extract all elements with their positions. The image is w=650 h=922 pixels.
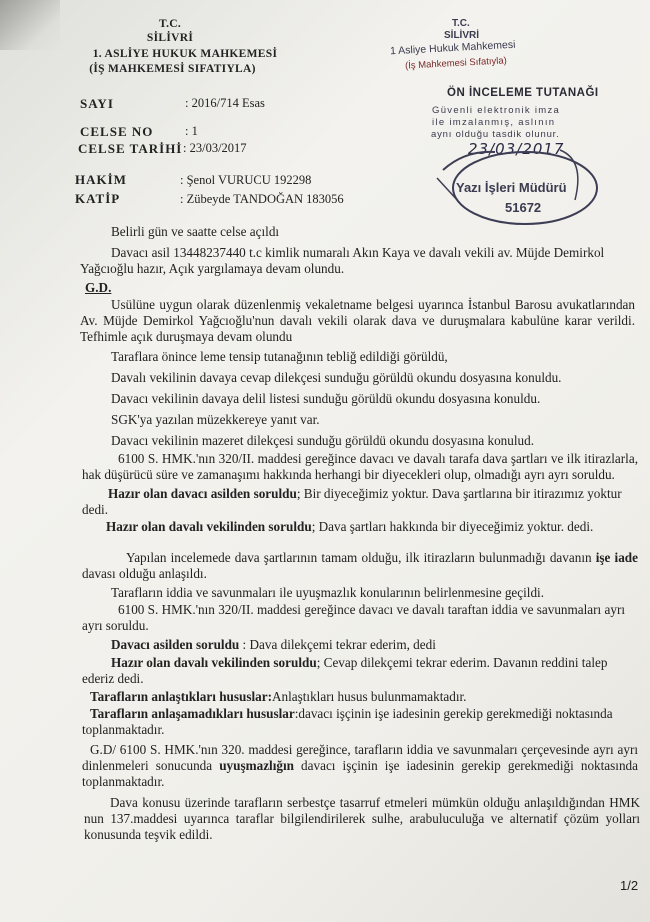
review-text-a: Yapılan incelemede dava şartlarının tamam olduğu, ilk itirazların bulunmadığı davanın xyxy=(126,550,596,565)
dispute-keyword: uyuşmazlığın xyxy=(219,758,294,773)
plaintiff-claim-question: Davacı asilden soruldu xyxy=(111,637,240,652)
paragraph-sgk: SGK'ya yazılan müzekkereye yanıt var. xyxy=(111,412,320,427)
stamp-court: 1 Asliye Hukuk Mahkemesi xyxy=(389,38,516,58)
page-shadow xyxy=(0,0,60,50)
paragraph-power-of-attorney: Usülüne uygun olarak düzenlenmiş vekaletname belgesi uyarınca İstanbul Barosu avukatlarından Av. Müjde Demirkol Yağcıoğlu'nun davalı vekili olarak dava ve duruşmalara kabulüne karar verildi. Tefhimle açık duruşmaya devam olundu xyxy=(80,297,635,344)
stamp-date: 23/03/2017 xyxy=(468,140,565,158)
celse-tarihi-value: : 23/03/2017 xyxy=(183,141,247,155)
stamp-city: SİLİVRİ xyxy=(444,30,480,41)
plaintiff-claim-answer: : Dava dilekçemi tekrar ederim, dedi xyxy=(239,637,436,652)
paragraph-opening: Belirli gün ve saatte celse açıldı xyxy=(111,224,280,239)
stamp-line1: Güvenli elektronik imza xyxy=(432,105,561,116)
paragraph-tensip: Taraflara önince leme tensip tutanağının tebliğ edildiği görüldü, xyxy=(111,349,448,364)
celse-tarihi-label: CELSE TARİHİ xyxy=(78,141,183,156)
agreed-value: Anlaştıkları husus bulunmamaktadır. xyxy=(271,689,467,704)
stamp-capacity: (İş Mahkemesi Sıfatıyla) xyxy=(404,55,508,72)
sayi-value: : 2016/714 Esas xyxy=(185,96,265,110)
page-number: 1/2 xyxy=(620,878,639,893)
paragraph-evidence: Davacı vekilinin davaya delil listesi sunduğu görüldü okundu dosyasına konuldu. xyxy=(111,391,541,406)
header-court: 1. ASLİYE HUKUK MAHKEMESİ xyxy=(92,48,278,60)
paragraph-review xyxy=(82,550,638,582)
katip-value: : Zübeyde TANDOĞAN 183056 xyxy=(180,192,344,206)
plaintiff-answer: ; Bir diyeceğimiz yoktur. Dava şartlarına bir itirazımız yoktur dedi. xyxy=(82,486,622,517)
hakim-label: HAKİM xyxy=(75,172,127,187)
paragraph-plaintiff-claim xyxy=(111,637,436,653)
paragraph-plaintiff-answer xyxy=(82,486,638,518)
paragraph-claims: Tarafların iddia ve savunmaları ile uyuşmazlık konularının belirlenmesine geçildi. xyxy=(111,585,545,600)
defendant-claim-question: Hazır olan davalı vekilinden soruldu xyxy=(111,655,317,670)
gd-heading: G.D. xyxy=(85,280,112,295)
stamp-line2: ile imzalanmış, aslının xyxy=(432,117,556,128)
defendant-question: Hazır olan davalı vekilinden soruldu xyxy=(106,519,312,534)
celse-no-label: CELSE NO xyxy=(80,124,154,139)
paragraph-excuse: Davacı vekilinin mazeret dilekçesi sunduğu görüldü okundu dosyasına konulud. xyxy=(111,433,535,448)
disagreed-label: Tarafların anlaşamadıkları hususlar xyxy=(90,706,295,721)
dispute-text-b: davacı işçinin işe iadesinin gerekip gerekmediği noktasında toplanmaktadır. xyxy=(82,758,638,789)
paragraph-hmk-320-1: 6100 S. HMK.'nın 320/II. maddesi gereğince davacı ve davalı tarafa dava şartları ve ilk itirazlarla, hak düşürücü süre ve zamanaşımı hakkında herhangi bir diyecekleri olup, olmadığı ayrı ayrı soruldu. xyxy=(82,451,638,482)
paragraph-defendant-answer xyxy=(82,519,638,535)
plaintiff-question: Hazır olan davacı asilden soruldu xyxy=(108,486,297,501)
stamp-office: Yazı İşleri Müdürü xyxy=(456,180,567,195)
defendant-answer: ; Dava şartları hakkında bir diyeceğimiz yoktur. dedi. xyxy=(311,519,594,534)
stamp-title: ÖN İNCELEME TUTANAĞI xyxy=(447,87,599,99)
paragraph-defendant-claim xyxy=(82,655,638,687)
stamp-number: 51672 xyxy=(505,200,542,215)
dispute-text-a: G.D/ 6100 S. HMK.'nın 320. maddesi gereğince, tarafların iddia ve savunmaları çerçevesinde ayrı ayrı dinlenmeleri sonucunda xyxy=(82,742,638,773)
stamp-line3: aynı olduğu tasdik olunur. xyxy=(431,129,560,140)
review-case-type: işe iade xyxy=(595,550,638,565)
header-capacity: (İŞ MAHKEMESİ SIFATIYLA) xyxy=(89,63,256,75)
paragraph-dispute xyxy=(82,742,638,790)
paragraph-settlement: Dava konusu üzerinde tarafların serbestçe tasarruf etmeleri mümkün olduğu anlaşıldığından HMK nun 137.maddesi uyarınca taraflar bilgilendirilerek sulhe, arabuluculuğa ve alternatif çözüm yolları konusunda teşvik edildi. xyxy=(84,795,640,842)
review-text-b: davası olduğu anlaşıldı. xyxy=(82,566,207,581)
header-tc: T.C. xyxy=(158,18,182,30)
katip-label: KATİP xyxy=(75,191,121,206)
hakim-value: : Şenol VURUCU 192298 xyxy=(180,173,312,187)
paragraph-response: Davalı vekilinin davaya cevap dilekçesi sunduğu görüldü okundu dosyasına konuldu. xyxy=(111,370,562,385)
agreed-label: Tarafların anlaştıkları hususlar: xyxy=(90,689,272,704)
celse-no-value: : 1 xyxy=(185,124,198,138)
disagreed-value: :davacı işçinin işe iadesinin gerekip gerekmediği noktasında toplanmaktadır. xyxy=(82,706,613,737)
header-city: SİLİVRİ xyxy=(146,32,194,44)
stamp-tc: T.C. xyxy=(452,18,470,29)
sayi-label: SAYI xyxy=(80,96,114,111)
paragraph-attendance: Davacı asil 13448237440 t.c kimlik numaralı Akın Kaya ve davalı vekili av. Müjde Demirkol Yağcıoğlu hazır, Açık yargılamaya devam olundu. xyxy=(80,245,605,276)
defendant-claim-answer: ; Cevap dilekçemi tekrar ederim. Davanın reddini talep ederiz dedi. xyxy=(82,655,608,686)
paragraph-hmk-320-2: 6100 S. HMK.'nın 320/II. maddesi gereğince davacı ve davalı taraftan iddia ve savunmaları ayrı ayrı soruldu. xyxy=(82,602,625,633)
paragraph-agreed xyxy=(90,689,466,705)
paragraph-disagreed xyxy=(82,706,638,738)
